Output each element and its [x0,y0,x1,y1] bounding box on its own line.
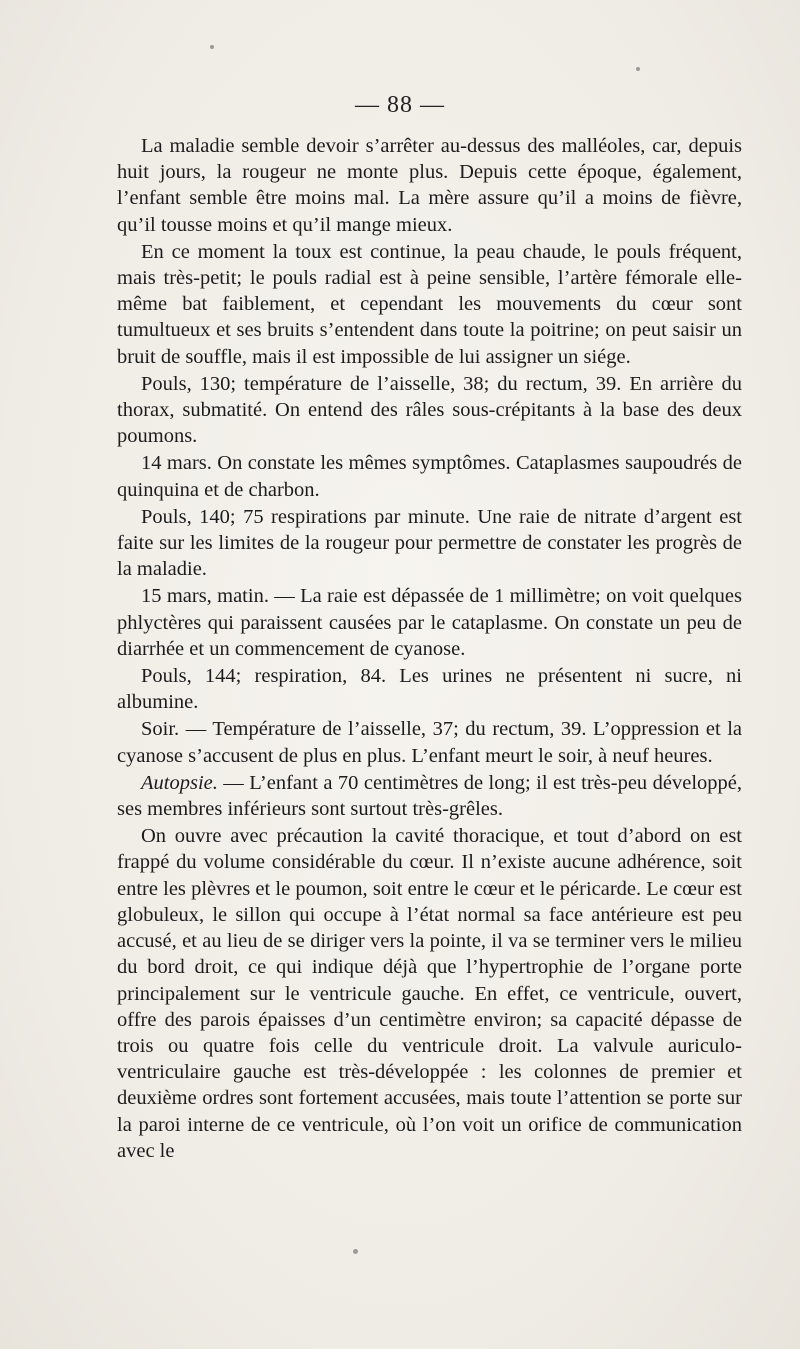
paragraph-3 [117,371,742,450]
paragraph-7 [117,663,742,715]
paragraph-1 [117,133,742,238]
paragraph-4 [117,450,742,502]
paragraph-text: 15 mars, matin. — La raie est dépassée de 1 millimètre; on voit quelques phlyctères qui paraissent causées par le cataplasme. On constate un peu de diarrhée et un commencement de cyanose. [117,585,742,660]
paper-speck [210,45,214,49]
paragraph-text: En ce moment la toux est continue, la peau chaude, le pouls fréquent, mais très-petit; le pouls radial est à peine sensible, l’artère fémorale elle-même bat faiblement, et cependant les mouvements du cœur sont tumultueux et ses bruits s’entendent dans toute la poitrine; on peut saisir un bruit de souffle, mais il est impossible de lui assigner un siége. [117,240,742,368]
paper-speck [353,1249,358,1254]
paragraph-text: La maladie semble devoir s’arrêter au-dessus des malléoles, car, depuis huit jours, la rougeur ne monte plus. Depuis cette époque, également, l’enfant semble être moins mal. La mère assure qu’il a moins de fièvre, qu’il tousse moins et qu’il mange mieux. [117,135,742,236]
paragraph-2 [117,239,742,370]
paragraph-text: 14 mars. On constate les mêmes symptômes. Cataplasmes saupoudrés de quinquina et de charbon. [117,452,742,501]
paragraph-9 [117,770,742,822]
paragraph-text: — L’enfant a 70 centimètres de long; il est très-peu développé, ses membres inférieurs sont surtout très-grêles. [117,771,742,821]
paragraph-5 [117,504,742,583]
paragraph-text: Pouls, 144; respiration, 84. Les urines ne présentent ni sucre, ni albumine. [117,665,742,714]
paragraph-text: Pouls, 130; température de l’aisselle, 38; du rectum, 39. En arrière du thorax, submatité. On entend des râles sous-crépitants à la base des deux poumons. [117,372,742,448]
paragraph-text: Soir. — Température de l’aisselle, 37; du rectum, 39. L’oppression et la cyanose s’accusent de plus en plus. L’enfant meurt le soir, à neuf heures. [117,718,742,767]
paragraph-8 [117,716,742,768]
paper-speck [636,67,640,71]
paragraph-6 [117,583,742,662]
paragraph-text: On ouvre avec précaution la cavité thoracique, et tout d’abord on est frappé du volume considérable du cœur. Il n’existe aucune adhérence, soit entre les plèvres et le poumon, soit entre le cœur et le péricarde. Le cœur est globuleux, le sillon qui occupe à l’état normal sa face antérieure est peu accusé, et au lieu de se diriger vers la pointe, il va se terminer vers le milieu du bord droit, ce qui indique déjà que l’hypertrophie de l’organe porte principalement sur le ventricule gauche. En effet, ce ventricule, ouvert, offre des parois épaisses d’un centimètre environ; sa capacité dépasse de trois ou quatre fois celle du ventricule droit. La valvule auriculo-ventriculaire gauche est très-développée : les colonnes de premier et deuxième ordres sont fortement accusées, mais toute l’attention se porte sur la paroi interne de ce ventricule, où l’on voit un orifice de communication avec le [117,825,742,1162]
body-text [117,133,742,1164]
page-number: — 88 — [355,92,445,118]
paragraph-text: Pouls, 140; 75 respirations par minute. Une raie de nitrate d’argent est faite sur les limites de la rougeur pour permettre de constater les progrès de la maladie. [117,505,742,581]
paragraph-10 [117,823,742,1164]
paragraph-lead: Autopsie. [141,771,218,794]
